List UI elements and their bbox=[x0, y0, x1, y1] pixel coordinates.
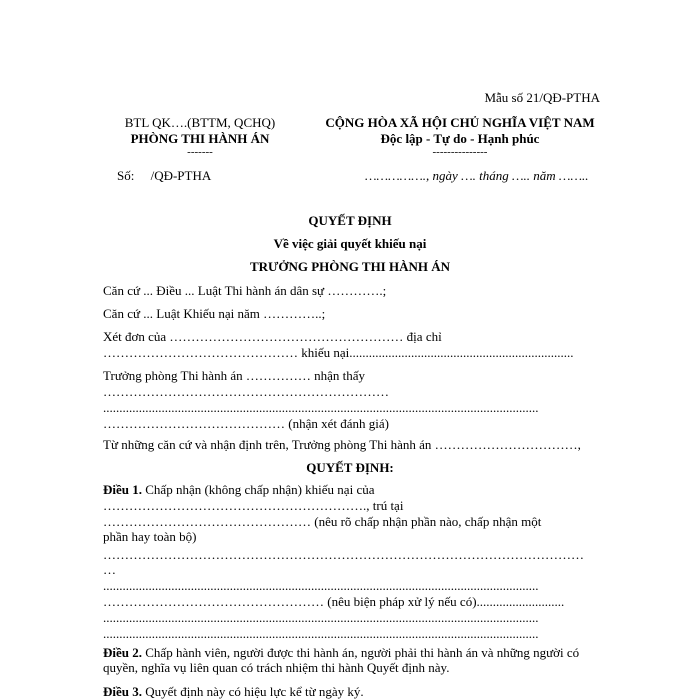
article-3-label: Điều 3. bbox=[103, 684, 142, 699]
form-number: Mẫu số 21/QĐ-PTHA bbox=[484, 90, 600, 105]
left-divider: ------- bbox=[187, 146, 213, 158]
article-1-line-3: ………………………………………… (nêu rõ chấp nhận phần nào, chấp nhận một bbox=[103, 514, 542, 529]
article-2-text: Chấp hành viên, người được thi hành án, người phải thi hành án và những người có quyền, nghĩa vụ liên quan có trách nhiệm thi hành Quyết định này. bbox=[103, 645, 580, 675]
article-1-line-5: ………………………………………………………………………………………………… bbox=[103, 547, 584, 562]
issuing-office: PHÒNG THI HÀNH ÁN bbox=[130, 131, 270, 146]
article-1-line-4: phần hay toàn bộ) bbox=[103, 529, 197, 544]
article-2 bbox=[103, 645, 598, 675]
article-1-line-6: … bbox=[103, 562, 116, 577]
article-1-line-8: …………………………………………… (nêu biện pháp xử lý nếu có)........................... bbox=[103, 594, 565, 609]
findings-line: Trưởng phòng Thi hành án …………… nhận thấy bbox=[103, 368, 365, 383]
complainant-line: Xét đơn của ……………………………………………… địa chỉ bbox=[103, 329, 442, 344]
national-motto: Độc lập - Tự do - Hạnh phúc bbox=[380, 131, 540, 146]
document-title: QUYẾT ĐỊNH bbox=[308, 213, 392, 228]
findings-fill-1: ………………………………………………………… bbox=[103, 384, 389, 399]
legal-basis-2: Căn cứ ... Luật Khiếu nại năm …………..; bbox=[103, 306, 326, 321]
place-date: ……………., ngày …. tháng ….. năm …….. bbox=[365, 168, 589, 183]
complaint-line: ……………………………………… khiếu nại..................................................................... bbox=[103, 345, 574, 360]
article-3-text: Quyết định này có hiệu lực kể từ ngày ký. bbox=[142, 684, 364, 699]
national-title: CỘNG HÒA XÃ HỘI CHỦ NGHĨA VIỆT NAM bbox=[325, 115, 595, 130]
article-2-label: Điều 2. bbox=[103, 645, 142, 660]
article-1-line-1 bbox=[103, 482, 374, 498]
assessment-line: …………………………………… (nhận xét đánh giá) bbox=[103, 416, 389, 431]
issuing-authority: TRƯỞNG PHÒNG THI HÀNH ÁN bbox=[249, 259, 451, 274]
article-1-line-2: ……………………………………………………., trú tại bbox=[103, 498, 404, 513]
document-number: Số: /QĐ-PTHA bbox=[117, 168, 212, 183]
article-1-text: Chấp nhận (không chấp nhận) khiếu nại của bbox=[142, 482, 375, 497]
article-3 bbox=[103, 684, 364, 700]
legal-basis-1: Căn cứ ... Điều ... Luật Thi hành án dân sự ………….; bbox=[103, 283, 387, 298]
right-divider: --------------- bbox=[432, 146, 488, 158]
decision-heading: QUYẾT ĐỊNH: bbox=[306, 460, 394, 475]
document-subject: Về việc giải quyết khiếu nại bbox=[273, 236, 427, 251]
findings-fill-2: ...................................................................................................................................... bbox=[103, 400, 539, 415]
conclusion-line: Từ những căn cứ và nhận định trên, Trưởng phòng Thi hành án ……………………………, bbox=[103, 437, 581, 452]
article-1-line-9: ...................................................................................................................................... bbox=[103, 610, 539, 625]
article-1-line-10: ...................................................................................................................................... bbox=[103, 626, 539, 641]
article-1-line-7: ...................................................................................................................................... bbox=[103, 578, 539, 593]
issuing-unit: BTL QK….(BTTM, QCHQ) bbox=[124, 115, 276, 130]
article-1-label: Điều 1. bbox=[103, 482, 142, 497]
